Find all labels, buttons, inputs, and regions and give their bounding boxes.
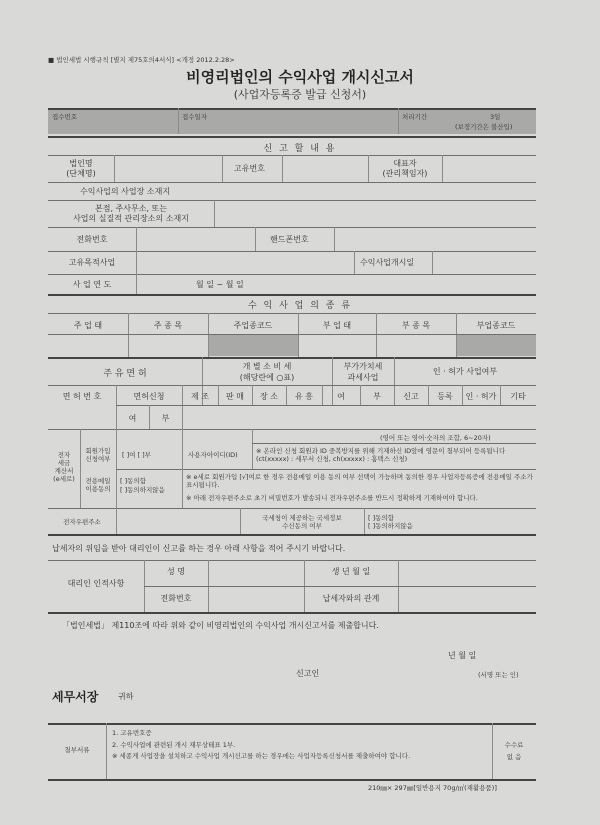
place-label: 장 소 bbox=[260, 392, 278, 401]
main-code-label: 주업종코드 bbox=[233, 321, 273, 330]
sub-item-label: 부 종 목 bbox=[401, 321, 431, 330]
main-products-label: 주 유 면 허 bbox=[103, 369, 147, 379]
vat-no-label: 부 bbox=[373, 392, 381, 401]
mail-note: ※ e세로 회원가입 [√]여로 한 경우 전용메일 이용 동의 여부 선택이 가능하며 동의한 경우 사업자등록증에 전용메일 주소가 표시됩니다. bbox=[186, 473, 533, 489]
vat-yes-label: 여 bbox=[337, 392, 345, 401]
business-year-range: 월 일 ~ 월 일 bbox=[196, 280, 244, 289]
mail-disagree-option[interactable]: [ ]동의하지않음 bbox=[120, 486, 165, 494]
nts-agree-option[interactable]: [ ]동의함 bbox=[368, 514, 394, 522]
receipt-date-label: 접수일자 bbox=[182, 113, 208, 121]
agent-info-label: 대리인 인적사항 bbox=[67, 579, 125, 588]
business-type-section-title: 수 익 사 업 의 종 류 bbox=[247, 301, 353, 311]
vat-sub-label: 과세사업 bbox=[347, 373, 379, 382]
apply-no-label: 부 bbox=[161, 414, 170, 423]
form-title: 비영리법인의 수익사업 개시신고서 bbox=[186, 68, 414, 86]
representative-label: 대표자 bbox=[393, 159, 417, 168]
signer-label: 신고인 bbox=[296, 669, 320, 678]
license-number-label: 면 허 번 호 bbox=[62, 392, 102, 401]
business-location-label: 수익사업의 사업장 소재지 bbox=[80, 187, 171, 196]
individual-tax-sub-label: (해당란에 ○표) bbox=[239, 373, 295, 382]
form-subtitle: (사업자등록증 발급 신청서) bbox=[233, 88, 367, 101]
agent-relation-label: 납세자와의 관계 bbox=[322, 594, 380, 603]
mail-label-2: 이용동의 bbox=[85, 485, 111, 493]
nts-disagree-option[interactable]: [ ]동의하지않음 bbox=[368, 522, 413, 530]
id-duplicate-note: ※ 온라인 신청 회원과 ID 중복방지를 위해 기재하신 ID앞에 영문이 첨부되어 등록됩니다 (ct(xxxxx) : 세무서 신청, ch(xxxxx) : 홈택스 신청) bbox=[256, 447, 506, 463]
nts-info-label-1: 국세청이 제공하는 국세정보 bbox=[262, 514, 342, 522]
main-type-label: 주 업 태 bbox=[73, 321, 103, 330]
fee-label: 수수료 bbox=[504, 741, 524, 749]
email-label: 전자우편주소 bbox=[63, 518, 101, 526]
mobile-label: 핸드폰번호 bbox=[270, 235, 309, 244]
sale-label: 판 매 bbox=[226, 392, 244, 401]
etax-label-4: (e세로) bbox=[53, 475, 75, 483]
unique-no-label: 고유번호 bbox=[234, 164, 265, 173]
original-business-label: 고유목적사업 bbox=[68, 258, 116, 267]
etax-label-2: 세금 bbox=[57, 459, 71, 467]
sub-code-shaded bbox=[457, 335, 536, 356]
nts-info-label-2: 수신동의 여부 bbox=[282, 522, 322, 530]
recipient-suffix: 귀하 bbox=[118, 692, 134, 701]
report-label: 신고 bbox=[403, 392, 419, 401]
main-code-shaded bbox=[209, 335, 298, 356]
agent-intro: 납세자의 위임을 받아 대리인이 신고를 하는 경우 아래 사항을 적어 주시기 바랍니다. bbox=[52, 544, 346, 553]
other-label: 기타 bbox=[510, 392, 526, 401]
permit-label: 인 · 허가 bbox=[465, 392, 497, 401]
vat-label: 부가가치세 bbox=[343, 362, 383, 371]
attachment-note: ※ 세종게 사업장을 설치하고 수익사업 개시신고를 하는 경우에는 사업자등록신청서를 제출하여야 합니다. bbox=[112, 752, 411, 760]
agent-birth-label: 생 년 월 일 bbox=[331, 567, 371, 576]
processing-period-label: 처리기간 bbox=[402, 113, 428, 121]
apply-yes-label: 여 bbox=[128, 414, 137, 423]
attachment-item-1: 1. 고유번호증 bbox=[112, 729, 152, 737]
receipt-number-label: 접수번호 bbox=[52, 113, 78, 121]
etax-label-3: 계산서 bbox=[54, 467, 74, 475]
mail-agree-option[interactable]: [ ]동의함 bbox=[120, 477, 146, 485]
corp-name-sub-label: (단체명) bbox=[66, 169, 96, 178]
fee-value: 없 음 bbox=[506, 753, 522, 761]
corp-name-label: 법인명 bbox=[69, 159, 93, 168]
processing-days: 3일 bbox=[490, 113, 501, 121]
agent-name-label: 성 명 bbox=[167, 567, 185, 576]
processing-days-note: (보정기간은 불산입) bbox=[455, 123, 513, 131]
paper-spec: 210㎜× 297㎜[일반용지 70g/㎡(재활용품)] bbox=[368, 784, 497, 792]
agent-phone-label: 전화번호 bbox=[160, 594, 192, 603]
individual-tax-label: 개 별 소 비 세 bbox=[242, 362, 292, 371]
license-apply-label: 면허신청 bbox=[133, 392, 165, 401]
license-business-label: 인 · 허가 사업여부 bbox=[432, 367, 498, 376]
sub-type-label: 부 업 태 bbox=[322, 321, 352, 330]
submission-statement: 「법인세법」 제110조에 따라 위와 같이 비영리법인의 수익사업 개시신고서를 제출합니다. bbox=[62, 621, 379, 630]
hq-label-line1: 본점, 주사무소, 또는 bbox=[95, 204, 167, 213]
member-label-1: 회원가입 bbox=[85, 447, 111, 455]
mail-label-1: 전용메일 bbox=[85, 477, 111, 485]
email-password-note: ※ 아래 전자우편주소로 초기 비밀번호가 발송되니 전자우편주소를 반드시 정확하게 기재하여야 합니다. bbox=[186, 494, 478, 502]
submission-date: 년 월 일 bbox=[448, 651, 477, 660]
manufacture-label: 제 조 bbox=[191, 392, 209, 401]
entertainment-label: 유 흥 bbox=[295, 392, 313, 401]
member-options[interactable]: [ ]여 [ ]부 bbox=[122, 451, 151, 459]
attachments-label: 첨부서류 bbox=[64, 746, 90, 754]
representative-sub-label: (관리책임자) bbox=[382, 169, 428, 178]
user-id-label: 사용자아이디(ID) bbox=[188, 451, 238, 459]
phone-label: 전화번호 bbox=[76, 235, 108, 244]
declaration-section-title: 신 고 할 내 용 bbox=[263, 144, 337, 154]
id-format-note: (영어 또는 영어·숫자의 조합, 6~20자) bbox=[380, 434, 491, 442]
hq-label-line2: 사업의 실질적 관리장소의 소재지 bbox=[73, 214, 189, 223]
sub-code-label: 부업종코드 bbox=[476, 321, 516, 330]
business-year-label: 사 업 연 도 bbox=[72, 280, 112, 289]
main-item-label: 주 종 목 bbox=[153, 321, 183, 330]
business-start-label: 수익사업개시일 bbox=[360, 258, 415, 267]
attachment-item-2: 2. 수익사업에 관련된 개시 재무상태표 1부. bbox=[112, 741, 236, 749]
sign-note: (서명 또는 인) bbox=[478, 671, 519, 679]
member-label-2: 신청여부 bbox=[85, 455, 111, 463]
etax-label-1: 전자 bbox=[57, 451, 71, 459]
tax-office-head: 세무서장 bbox=[52, 690, 99, 704]
register-label: 등록 bbox=[437, 392, 453, 401]
regulation-text: ■ 법인세법 시행규칙 [별지 제75호의4서식] <개정 2012.2.28> bbox=[48, 56, 235, 64]
